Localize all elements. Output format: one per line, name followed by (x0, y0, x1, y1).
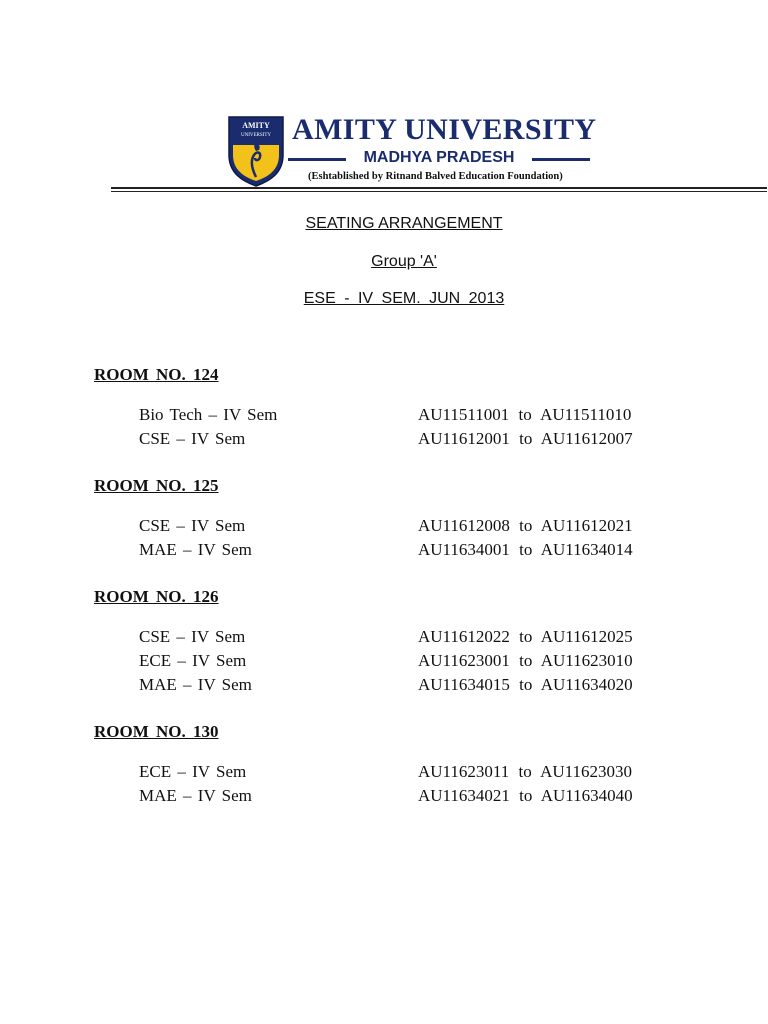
university-crest-logo (226, 115, 286, 187)
course-name: CSE – IV Sem (139, 516, 246, 535)
header-divider-thick (111, 187, 767, 189)
course-name: MAE – IV Sem (139, 786, 252, 805)
course-name: Bio Tech – IV Sem (139, 405, 278, 424)
roll-range: AU11634001 to AU11634014 (418, 540, 633, 559)
list-item (0, 627, 768, 649)
course-name: CSE – IV Sem (139, 627, 246, 646)
roll-range: AU11623001 to AU11623010 (418, 651, 633, 670)
list-item (0, 786, 768, 808)
room-heading: ROOM NO. 126 (94, 587, 219, 606)
header-divider-thin (111, 191, 767, 192)
list-item (0, 405, 768, 427)
document-title: SEATING ARRANGEMENT (305, 215, 503, 232)
room-heading: ROOM NO. 125 (94, 476, 219, 495)
crest-text-university: UNIVERSITY (241, 133, 271, 138)
list-item (0, 651, 768, 673)
group-title: Group 'A' (371, 253, 437, 270)
campus-row (288, 149, 590, 169)
room-heading: ROOM NO. 124 (94, 365, 219, 384)
course-name: MAE – IV Sem (139, 675, 252, 694)
roll-range: AU11612022 to AU11612025 (418, 627, 633, 646)
course-name: CSE – IV Sem (139, 429, 246, 448)
crest-text-amity: AMITY (242, 121, 270, 130)
exam-title: ESE - IV SEM. JUN 2013 (303, 290, 505, 307)
course-name: MAE – IV Sem (139, 540, 252, 559)
letterhead (226, 113, 596, 188)
campus-name: MADHYA PRADESH (363, 149, 515, 166)
list-item (0, 675, 768, 697)
roll-range: AU11511001 to AU11511010 (418, 405, 632, 424)
campus-rule-right (532, 158, 590, 161)
roll-range: AU11612008 to AU11612021 (418, 516, 633, 535)
room-heading: ROOM NO. 130 (94, 722, 219, 741)
roll-range: AU11634021 to AU11634040 (418, 786, 633, 805)
list-item (0, 516, 768, 538)
list-item (0, 429, 768, 451)
course-name: ECE – IV Sem (139, 762, 247, 781)
university-name: AMITY UNIVERSITY (292, 113, 597, 146)
established-by: (Eshtablished by Ritnand Balved Education Foundation) (308, 171, 563, 182)
campus-rule-left (288, 158, 346, 161)
list-item (0, 762, 768, 784)
list-item (0, 540, 768, 562)
roll-range: AU11623011 to AU11623030 (418, 762, 632, 781)
roll-range: AU11634015 to AU11634020 (418, 675, 633, 694)
course-name: ECE – IV Sem (139, 651, 247, 670)
roll-range: AU11612001 to AU11612007 (418, 429, 633, 448)
